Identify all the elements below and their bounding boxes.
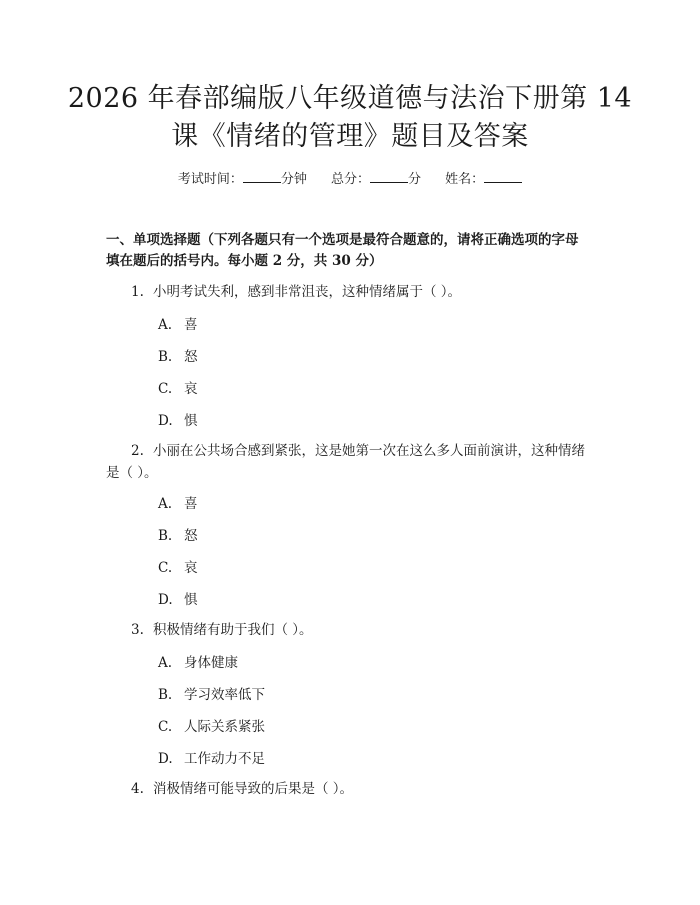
- total-score-blank: [370, 172, 408, 183]
- option-text: 哀: [184, 560, 198, 576]
- question-3-option-d: [158, 747, 265, 767]
- total-score-unit: 分: [408, 172, 422, 187]
- question-text-line-2: 是（ ）。: [106, 465, 158, 481]
- option-letter: D.: [158, 592, 173, 608]
- question-1: [106, 281, 604, 303]
- option-text: 怒: [184, 528, 198, 544]
- option-text: 惧: [184, 413, 198, 429]
- student-name-blank: [484, 172, 522, 183]
- option-letter: B.: [158, 687, 173, 703]
- option-letter: B.: [158, 349, 173, 365]
- question-2: [106, 440, 604, 484]
- question-2-option-d: [158, 588, 198, 608]
- option-letter: C.: [158, 719, 173, 735]
- total-score: [331, 172, 425, 187]
- section-heading: [106, 230, 600, 272]
- option-text: 喜: [184, 496, 198, 512]
- option-letter: A.: [158, 496, 173, 512]
- question-text: 积极情绪有助于我们（ ）。: [153, 622, 313, 638]
- question-1-option-d: [158, 409, 198, 429]
- student-name: [445, 172, 522, 187]
- option-text: 哀: [184, 381, 198, 397]
- question-number: 3.: [131, 622, 144, 638]
- exam-info: [0, 168, 700, 187]
- question-number: 2.: [131, 443, 144, 459]
- section-heading-line-1: 一、单项选择题（下列各题只有一个选项是最符合题意的，请将正确选项的字母: [106, 232, 579, 248]
- option-text: 学习效率低下: [184, 687, 265, 703]
- student-name-label: 姓名：: [445, 172, 485, 187]
- question-text: 消极情绪可能导致的后果是（ ）。: [153, 781, 354, 797]
- option-text: 喜: [184, 317, 198, 333]
- option-text: 惧: [184, 592, 198, 608]
- exam-time: [178, 172, 311, 187]
- option-letter: B.: [158, 528, 173, 544]
- title-line-2: 课《情绪的管理》题目及答案: [171, 121, 529, 152]
- option-text: 身体健康: [184, 655, 238, 671]
- question-3-option-b: [158, 683, 265, 703]
- question-text-line-1: 小丽在公共场合感到紧张，这是她第一次在这么多人面前演讲，这种情绪: [153, 443, 585, 459]
- page-title: [40, 80, 660, 156]
- question-4: [106, 778, 604, 800]
- total-score-label: 总分：: [330, 172, 370, 187]
- exam-time-blank: [243, 172, 281, 183]
- question-text: 小明考试失利，感到非常沮丧，这种情绪属于（ ）。: [153, 284, 462, 300]
- exam-time-unit: 分钟: [280, 172, 307, 187]
- question-3-option-a: [158, 651, 238, 671]
- question-number: 1.: [131, 284, 144, 300]
- question-3-option-c: [158, 715, 265, 735]
- question-number: 4.: [131, 781, 144, 797]
- option-letter: C.: [158, 560, 173, 576]
- option-letter: C.: [158, 381, 173, 397]
- option-letter: D.: [158, 751, 173, 767]
- title-line-1: 2026 年春部编版八年级道德与法治下册第 14: [67, 83, 633, 114]
- question-1-option-a: [158, 313, 198, 333]
- option-letter: A.: [158, 317, 173, 333]
- option-text: 工作动力不足: [184, 751, 265, 767]
- question-2-option-a: [158, 492, 198, 512]
- option-letter: A.: [158, 655, 173, 671]
- option-text: 人际关系紧张: [184, 719, 265, 735]
- question-1-option-c: [158, 377, 198, 397]
- question-2-option-c: [158, 556, 198, 576]
- option-text: 怒: [184, 349, 198, 365]
- question-1-option-b: [158, 345, 198, 365]
- exam-time-label: 考试时间：: [177, 172, 243, 187]
- question-3: [106, 619, 604, 641]
- option-letter: D.: [158, 413, 173, 429]
- section-heading-line-2: 填在题后的括号内。每小题 2 分，共 30 分）: [106, 253, 383, 269]
- question-2-option-b: [158, 524, 198, 544]
